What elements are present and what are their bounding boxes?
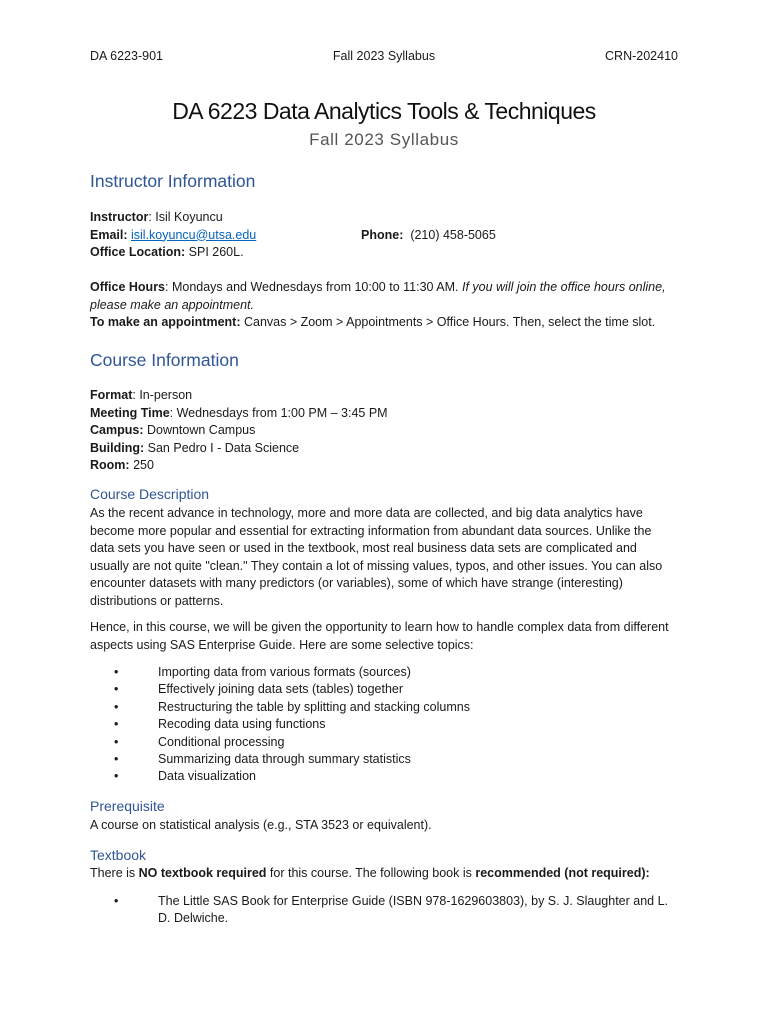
instructor-line <box>90 209 676 227</box>
office-label: Office Location: <box>90 245 186 259</box>
topics-list <box>90 664 676 786</box>
prerequisite-text: A course on statistical analysis (e.g., STA 3523 or equivalent). <box>90 818 432 832</box>
list-item: • Conditional processing <box>90 734 676 751</box>
email-label: Email: <box>90 227 128 242</box>
room-line <box>90 457 676 475</box>
list-item: • Data visualization <box>90 768 676 785</box>
description-paragraph-1: As the recent advance in technology, more and more data are collected, and big data analytics have become more popular and essential for extracting information from abundant data sources. Unlike the data sets you have seen or used in the textbook, most real business data sets are complicated and usually are not quite "clean." They contain a lot of missing values, typos, and other issues. You can also encounter datasets with many predictors (or variables), some of which have strange (interesting) distributions or patterns. <box>90 506 663 608</box>
list-item: • Effectively joining data sets (tables) together <box>90 681 676 698</box>
format-label: Format <box>90 388 133 402</box>
instructor-block <box>90 209 676 262</box>
list-item: • The Little SAS Book for Enterprise Guide (ISBN 978-1629603803), by S. J. Slaughter and L. D. Delwiche. <box>90 893 676 928</box>
appointment-label: To make an appointment: <box>90 315 241 329</box>
building-label: Building: <box>90 440 145 455</box>
phone-label: Phone: <box>361 227 404 242</box>
book-list <box>90 893 676 928</box>
office-value: SPI 260L. <box>188 245 244 259</box>
list-item: • Importing data from various formats (sources) <box>90 664 676 681</box>
phone-value: (210) 458-5065 <box>410 227 496 242</box>
meeting-label: Meeting Time <box>90 405 170 420</box>
email-line <box>90 227 361 245</box>
course-block <box>90 387 676 475</box>
office-hours-value: : Mondays and Wednesdays from 10:00 to 11:30 AM. <box>165 280 459 294</box>
list-item: • Restructuring the table by splitting and stacking columns <box>90 699 676 716</box>
contact-row <box>90 227 676 245</box>
office-hours-line <box>90 279 676 314</box>
format-value: : In-person <box>132 388 193 402</box>
textbook-text <box>90 865 676 883</box>
header-term: Fall 2023 Syllabus <box>332 49 436 63</box>
document-title: DA 6223 Data Analytics Tools & Techniques <box>172 98 596 124</box>
format-line <box>90 387 676 405</box>
appointment-value: Canvas > Zoom > Appointments > Office Hours. Then, select the time slot. <box>243 315 656 329</box>
building-line <box>90 440 676 458</box>
description-paragraph-2: Hence, in this course, we will be given the opportunity to learn how to handle complex data from different aspects using SAS Enterprise Guide. Here are some selective topics: <box>90 620 669 652</box>
course-heading: Course Information <box>90 350 239 370</box>
instructor-name: : Isil Koyuncu <box>148 210 223 224</box>
page-header <box>90 48 678 66</box>
document-subtitle: Fall 2023 Syllabus <box>309 130 459 149</box>
office-hours-label: Office Hours <box>90 280 166 294</box>
building-value: San Pedro I - Data Science <box>147 440 300 455</box>
office-hours-note: If you will join the office hours online, please make an appointment. <box>90 280 666 312</box>
campus-line <box>90 422 676 440</box>
description-heading: Course Description <box>90 486 210 502</box>
campus-value: Downtown Campus <box>146 423 256 437</box>
header-course-code: DA 6223-901 <box>90 49 163 63</box>
instructor-heading: Instructor Information <box>90 171 256 191</box>
textbook-recommended: recommended (not required): <box>475 866 650 880</box>
phone-line <box>361 227 496 245</box>
textbook-no-required: NO textbook required <box>138 866 267 880</box>
email-link[interactable]: isil.koyuncu@utsa.edu <box>131 227 257 242</box>
appointment-line <box>90 314 676 332</box>
list-item: • Summarizing data through summary statistics <box>90 751 676 768</box>
office-line <box>90 244 676 262</box>
campus-label: Campus: <box>90 423 144 437</box>
instructor-label: Instructor <box>90 210 149 224</box>
prerequisite-heading: Prerequisite <box>90 798 165 814</box>
room-label: Room: <box>90 458 130 472</box>
meeting-value: : Wednesdays from 1:00 PM – 3:45 PM <box>169 405 388 420</box>
textbook-text-1: There is <box>90 866 136 880</box>
list-item: • Recoding data using functions <box>90 716 676 733</box>
textbook-heading: Textbook <box>90 847 147 863</box>
header-crn: CRN-202410 <box>605 49 678 63</box>
room-value: 250 <box>133 458 154 472</box>
textbook-text-2: for this course. The following book is <box>269 866 472 880</box>
meeting-line <box>90 405 676 423</box>
office-hours-block <box>90 279 676 332</box>
